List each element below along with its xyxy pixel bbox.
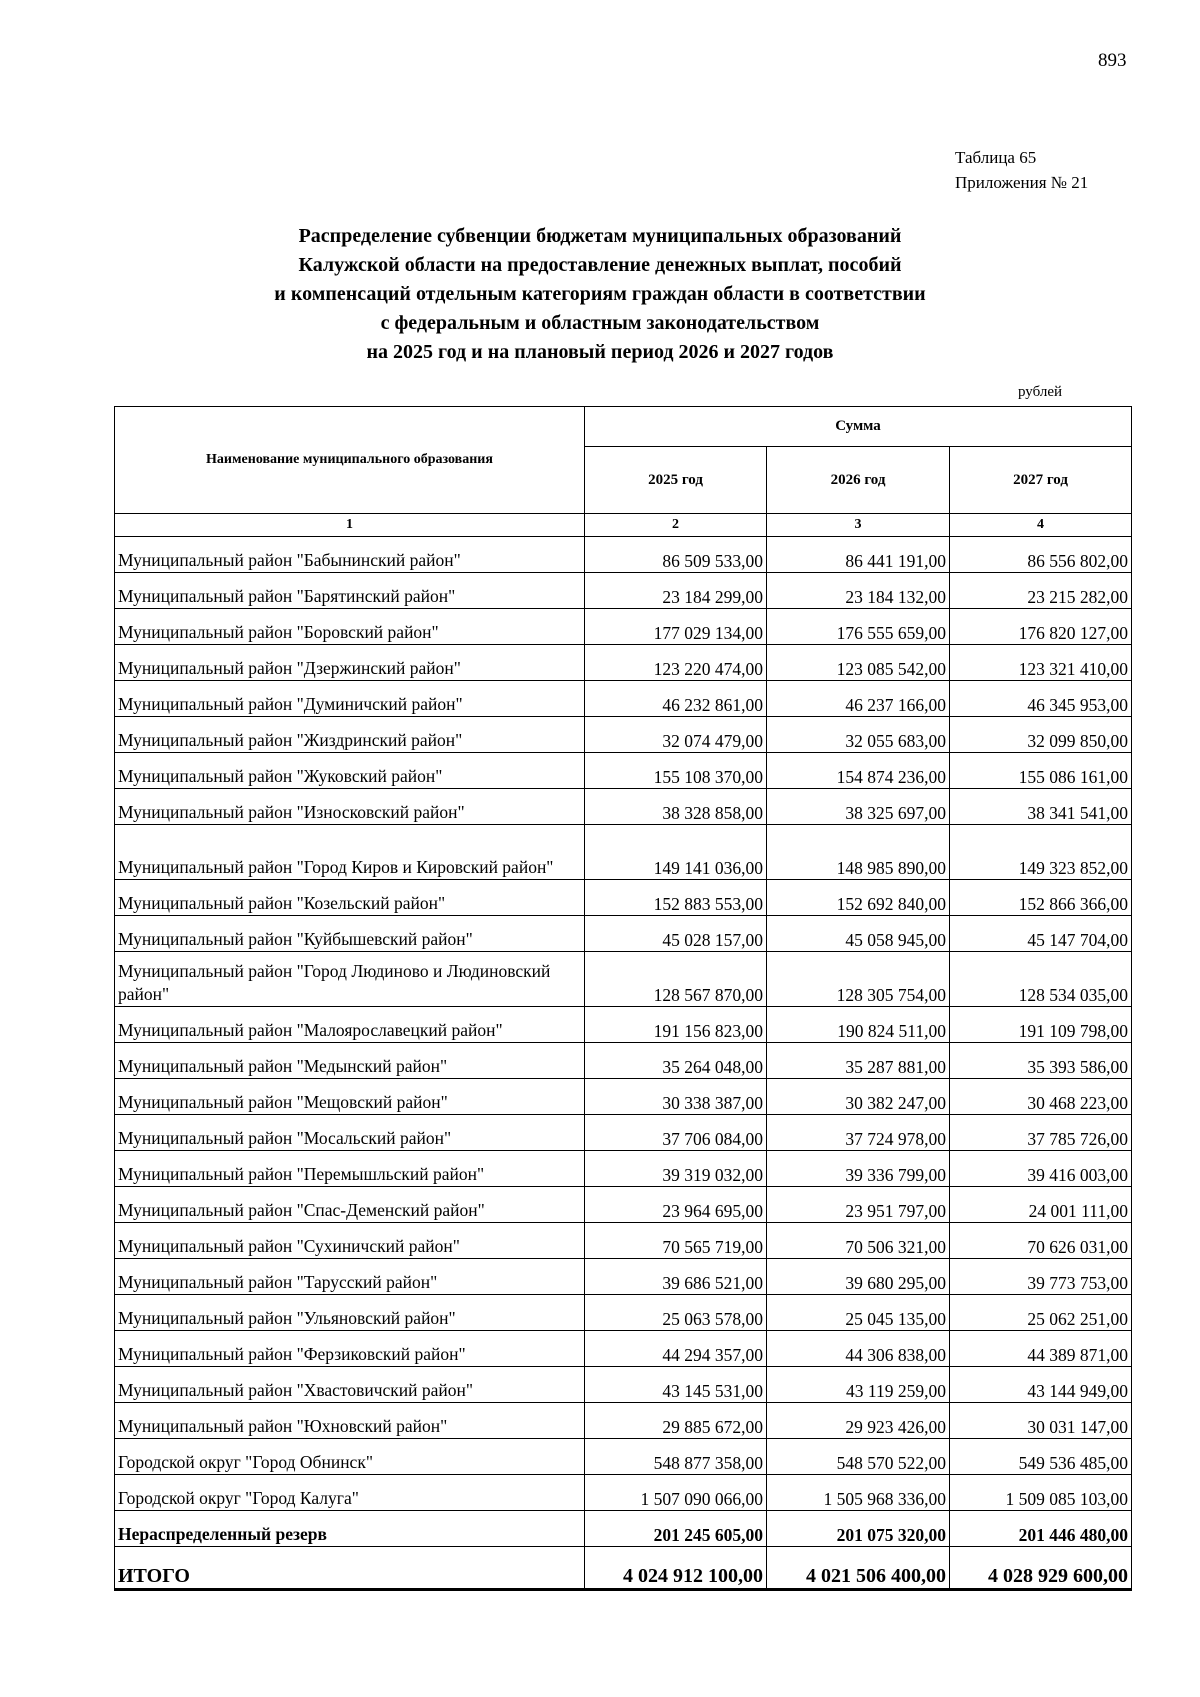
municipality-name: Муниципальный район "Медынский район"	[115, 1043, 585, 1079]
table-reference	[955, 145, 1088, 195]
amount-2027: 45 147 704,00	[950, 916, 1132, 952]
appendix-number: Приложения № 21	[955, 173, 1089, 192]
amount-2026: 44 306 838,00	[767, 1331, 950, 1367]
title-line: на 2025 год и на плановый период 2026 и 2027 годов	[366, 341, 834, 363]
amount-2026: 37 724 978,00	[767, 1115, 950, 1151]
table-row	[115, 952, 1132, 1007]
table-number: Таблица 65	[955, 148, 1037, 167]
amount-2027: 35 393 586,00	[950, 1043, 1132, 1079]
amount-2027: 155 086 161,00	[950, 753, 1132, 789]
amount-2025: 155 108 370,00	[585, 753, 767, 789]
amount-2027: 25 062 251,00	[950, 1295, 1132, 1331]
amount-2026: 35 287 881,00	[767, 1043, 950, 1079]
amount-2027: 43 144 949,00	[950, 1367, 1132, 1403]
municipality-name: Муниципальный район "Думиничский район"	[115, 681, 585, 717]
municipality-name: Муниципальный район "Малоярославецкий район"	[115, 1007, 585, 1043]
column-number: 1	[115, 514, 585, 537]
title-line: с федеральным и областным законодательством	[380, 312, 820, 334]
table-row	[115, 717, 1132, 753]
amount-2026: 154 874 236,00	[767, 753, 950, 789]
table-row	[115, 789, 1132, 825]
amount-2026: 30 382 247,00	[767, 1079, 950, 1115]
amount-2026: 46 237 166,00	[767, 681, 950, 717]
municipality-name: Муниципальный район "Жуковский район"	[115, 753, 585, 789]
amount-2025: 152 883 553,00	[585, 880, 767, 916]
amount-2027: 191 109 798,00	[950, 1007, 1132, 1043]
amount-2027: 86 556 802,00	[950, 537, 1132, 573]
table-row	[115, 573, 1132, 609]
amount-2027: 128 534 035,00	[950, 952, 1132, 1007]
amount-2025: 46 232 861,00	[585, 681, 767, 717]
amount-2026: 176 555 659,00	[767, 609, 950, 645]
amount-2027: 176 820 127,00	[950, 609, 1132, 645]
amount-2025: 70 565 719,00	[585, 1223, 767, 1259]
amount-2026: 29 923 426,00	[767, 1403, 950, 1439]
total-2025: 4 024 912 100,00	[585, 1547, 767, 1590]
amount-2026: 39 680 295,00	[767, 1259, 950, 1295]
amount-2025: 123 220 474,00	[585, 645, 767, 681]
amount-2025: 149 141 036,00	[585, 825, 767, 880]
title-line: Калужской области на предоставление денежных выплат, пособий	[298, 254, 902, 276]
amount-2026: 152 692 840,00	[767, 880, 950, 916]
page-number: 893	[1098, 50, 1127, 71]
amount-2025: 177 029 134,00	[585, 609, 767, 645]
amount-2026: 86 441 191,00	[767, 537, 950, 573]
total-2026: 4 021 506 400,00	[767, 1547, 950, 1590]
municipality-name: Муниципальный район "Барятинский район"	[115, 573, 585, 609]
municipality-name: Муниципальный район "Перемышльский район"	[115, 1151, 585, 1187]
amount-2027: 1 509 085 103,00	[950, 1475, 1132, 1511]
municipality-name: Муниципальный район "Дзержинский район"	[115, 645, 585, 681]
amount-2026: 201 075 320,00	[767, 1511, 950, 1547]
amount-2027: 30 468 223,00	[950, 1079, 1132, 1115]
municipality-name: Городской округ "Город Обнинск"	[115, 1439, 585, 1475]
municipality-name: Нераспределенный резерв	[115, 1511, 585, 1547]
amount-2026: 32 055 683,00	[767, 717, 950, 753]
amount-2027: 44 389 871,00	[950, 1331, 1132, 1367]
amount-2027: 152 866 366,00	[950, 880, 1132, 916]
amount-2027: 23 215 282,00	[950, 573, 1132, 609]
table-row	[115, 1115, 1132, 1151]
table-row	[115, 1079, 1132, 1115]
table-row	[115, 1331, 1132, 1367]
municipality-name: Муниципальный район "Юхновский район"	[115, 1403, 585, 1439]
municipality-name: Муниципальный район "Износковский район"	[115, 789, 585, 825]
amount-2025: 201 245 605,00	[585, 1511, 767, 1547]
title-line: и компенсаций отдельным категориям граждан области в соответствии	[274, 283, 926, 305]
amount-2027: 39 773 753,00	[950, 1259, 1132, 1295]
header-year-2027: 2027 год	[950, 447, 1132, 514]
total-2027: 4 028 929 600,00	[950, 1547, 1132, 1590]
column-number: 4	[950, 514, 1132, 537]
amount-2027: 39 416 003,00	[950, 1151, 1132, 1187]
amount-2027: 149 323 852,00	[950, 825, 1132, 880]
amount-2026: 190 824 511,00	[767, 1007, 950, 1043]
amount-2026: 548 570 522,00	[767, 1439, 950, 1475]
amount-2025: 38 328 858,00	[585, 789, 767, 825]
amount-2025: 37 706 084,00	[585, 1115, 767, 1151]
table-row	[115, 1043, 1132, 1079]
amount-2025: 45 028 157,00	[585, 916, 767, 952]
header-year-2025: 2025 год	[585, 447, 767, 514]
amount-2025: 29 885 672,00	[585, 1403, 767, 1439]
amount-2026: 128 305 754,00	[767, 952, 950, 1007]
amount-2027: 201 446 480,00	[950, 1511, 1132, 1547]
total-row	[115, 1547, 1132, 1590]
municipality-name: Муниципальный район "Бабынинский район"	[115, 537, 585, 573]
municipality-name: Муниципальный район "Спас-Деменский район"	[115, 1187, 585, 1223]
municipality-name: Муниципальный район "Город Киров и Кировский район"	[115, 825, 585, 880]
municipality-name: Муниципальный район "Козельский район"	[115, 880, 585, 916]
subsidy-table	[114, 406, 1132, 1591]
units-label: рублей	[1018, 384, 1063, 400]
amount-2026: 43 119 259,00	[767, 1367, 950, 1403]
table-row	[115, 880, 1132, 916]
table-row	[115, 753, 1132, 789]
amount-2025: 23 184 299,00	[585, 573, 767, 609]
table-row	[115, 609, 1132, 645]
table-row	[115, 645, 1132, 681]
table-row	[115, 916, 1132, 952]
column-number: 3	[767, 514, 950, 537]
amount-2026: 23 184 132,00	[767, 573, 950, 609]
table-row	[115, 825, 1132, 880]
municipality-name: Муниципальный район "Тарусский район"	[115, 1259, 585, 1295]
amount-2027: 37 785 726,00	[950, 1115, 1132, 1151]
municipality-name: Муниципальный район "Мосальский район"	[115, 1115, 585, 1151]
table-body	[115, 537, 1132, 1590]
amount-2027: 70 626 031,00	[950, 1223, 1132, 1259]
amount-2025: 191 156 823,00	[585, 1007, 767, 1043]
amount-2027: 32 099 850,00	[950, 717, 1132, 753]
amount-2026: 25 045 135,00	[767, 1295, 950, 1331]
amount-2026: 45 058 945,00	[767, 916, 950, 952]
municipality-name: Муниципальный район "Жиздринский район"	[115, 717, 585, 753]
municipality-name: Муниципальный район "Ульяновский район"	[115, 1295, 585, 1331]
amount-2026: 148 985 890,00	[767, 825, 950, 880]
amount-2025: 1 507 090 066,00	[585, 1475, 767, 1511]
municipality-name: Городской округ "Город Калуга"	[115, 1475, 585, 1511]
amount-2026: 39 336 799,00	[767, 1151, 950, 1187]
document-title	[150, 222, 1050, 367]
amount-2026: 1 505 968 336,00	[767, 1475, 950, 1511]
table-header	[115, 407, 1132, 537]
amount-2025: 23 964 695,00	[585, 1187, 767, 1223]
amount-2026: 123 085 542,00	[767, 645, 950, 681]
amount-2027: 38 341 541,00	[950, 789, 1132, 825]
table-row	[115, 537, 1132, 573]
table-row	[115, 1403, 1132, 1439]
amount-2026: 23 951 797,00	[767, 1187, 950, 1223]
amount-2025: 548 877 358,00	[585, 1439, 767, 1475]
amount-2026: 38 325 697,00	[767, 789, 950, 825]
amount-2025: 44 294 357,00	[585, 1331, 767, 1367]
municipality-name: Муниципальный район "Мещовский район"	[115, 1079, 585, 1115]
amount-2025: 39 686 521,00	[585, 1259, 767, 1295]
table-row	[115, 1223, 1132, 1259]
amount-2025: 35 264 048,00	[585, 1043, 767, 1079]
amount-2027: 123 321 410,00	[950, 645, 1132, 681]
amount-2027: 24 001 111,00	[950, 1187, 1132, 1223]
municipality-name: Муниципальный район "Ферзиковский район"	[115, 1331, 585, 1367]
municipality-name: Муниципальный район "Сухиничский район"	[115, 1223, 585, 1259]
municipality-name: Муниципальный район "Куйбышевский район"	[115, 916, 585, 952]
table-row	[115, 1151, 1132, 1187]
table-row	[115, 1259, 1132, 1295]
municipality-name: Муниципальный район "Город Людиново и Людиновский район"	[115, 952, 585, 1007]
amount-2025: 86 509 533,00	[585, 537, 767, 573]
total-label: ИТОГО	[115, 1547, 585, 1590]
header-name: Наименование муниципального образования	[115, 407, 585, 514]
title-line: Распределение субвенции бюджетам муниципальных образований	[298, 225, 902, 247]
table-row	[115, 1367, 1132, 1403]
table-row	[115, 1007, 1132, 1043]
table-row	[115, 1511, 1132, 1547]
table-row	[115, 1295, 1132, 1331]
municipality-name: Муниципальный район "Хвастовичский район"	[115, 1367, 585, 1403]
amount-2027: 46 345 953,00	[950, 681, 1132, 717]
table-row	[115, 1187, 1132, 1223]
amount-2025: 32 074 479,00	[585, 717, 767, 753]
amount-2027: 549 536 485,00	[950, 1439, 1132, 1475]
table-row	[115, 1475, 1132, 1511]
amount-2025: 43 145 531,00	[585, 1367, 767, 1403]
municipality-name: Муниципальный район "Боровский район"	[115, 609, 585, 645]
amount-2027: 30 031 147,00	[950, 1403, 1132, 1439]
header-sum: Сумма	[585, 407, 1132, 447]
amount-2025: 128 567 870,00	[585, 952, 767, 1007]
column-number: 2	[585, 514, 767, 537]
amount-2026: 70 506 321,00	[767, 1223, 950, 1259]
table-row	[115, 681, 1132, 717]
amount-2025: 25 063 578,00	[585, 1295, 767, 1331]
amount-2025: 30 338 387,00	[585, 1079, 767, 1115]
table-row	[115, 1439, 1132, 1475]
header-year-2026: 2026 год	[767, 447, 950, 514]
amount-2025: 39 319 032,00	[585, 1151, 767, 1187]
